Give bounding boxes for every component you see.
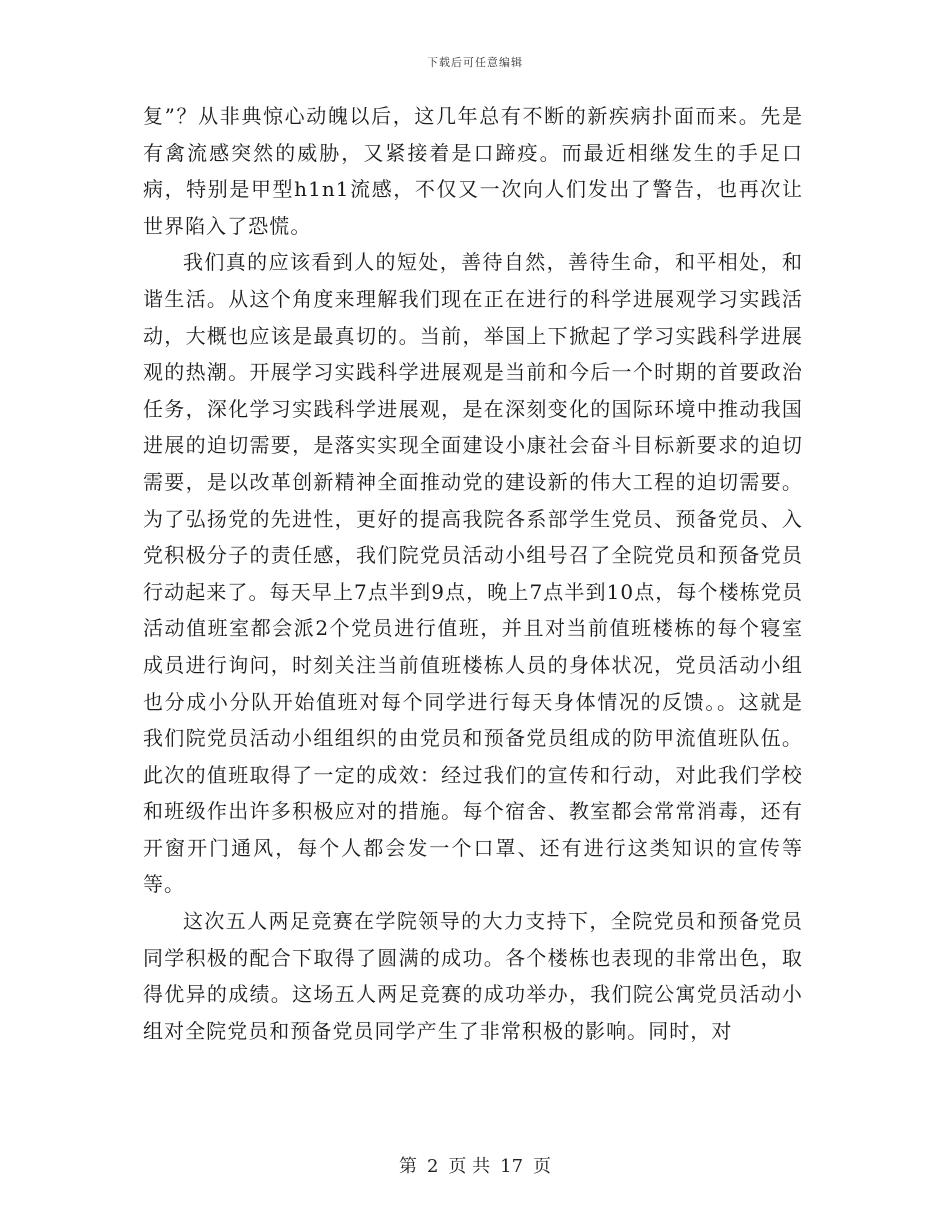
paragraph-continuation: 复”？从非典惊心动魄以后，这几年总有不断的新疾病扑面而来。先是有禽流感突然的威胁，又紧接着是口蹄疫。而最近相继发生的手足口病，特别是甲型h1n1流感，不仅又一次向人们发出了警告，也再次让世界陷入了恐慌。 xyxy=(143,104,803,238)
footer-total-pages: 17 xyxy=(500,1156,524,1177)
paragraph: 这次五人两足竞赛在学院领导的大力支持下，全院党员和预备党员同学积极的配合下取得了圆满的成功。各个楼栋也表现的非常出色，取得优异的成绩。这场五人两足竞赛的成功举办，我们院公寓党员活动小组对全院党员和预备党员同学产生了非常积极的影响。同时，对 xyxy=(143,909,803,1043)
footer-page-number: 2 xyxy=(426,1156,439,1177)
document-body xyxy=(143,98,803,1049)
footer-prefix: 第 xyxy=(398,1156,417,1177)
page-footer xyxy=(0,1152,950,1178)
footer-middle: 页 共 xyxy=(448,1156,491,1177)
page-header: 下载后可任意编辑 xyxy=(427,56,523,69)
paragraph: 我们真的应该看到人的短处，善待自然，善待生命，和平相处，和谐生活。从这个角度来理解我们现在正在进行的科学进展观学习实践活动，大概也应该是最真切的。当前，举国上下掀起了学习实践科学进展观的热潮。开展学习实践科学进展观是当前和今后一个时期的首要政治任务，深化学习实践科学进展观，是在深刻变化的国际环境中推动我国进展的迫切需要，是落实实现全面建设小康社会奋斗目标新要求的迫切需要，是以改革创新精神全面推动党的建设新的伟大工程的迫切需要。为了弘扬党的先进性，更好的提高我院各系部学生党员、预备党员、入党积极分子的责任感，我们院党员活动小组号召了全院党员和预备党员行动起来了。每天早上7点半到9点，晚上7点半到10点，每个楼栋党员活动值班室都会派2个党员进行值班，并且对当前值班楼栋的每个寝室成员进行询问，时刻关注当前值班楼栋人员的身体状况，党员活动小组也分成小分队开始值班对每个同学进行每天身体情况的反馈。。这就是我们院党员活动小组组织的由党员和预备党员组成的防甲流值班队伍。此次的值班取得了一定的成效：经过我们的宣传和行动，对此我们学校和班级作出许多积极应对的措施。每个宿舍、教室都会常常消毒，还有开窗开门通风，每个人都会发一个口罩、还有进行这类知识的宣传等等。 xyxy=(143,250,803,897)
footer-suffix: 页 xyxy=(533,1156,552,1177)
